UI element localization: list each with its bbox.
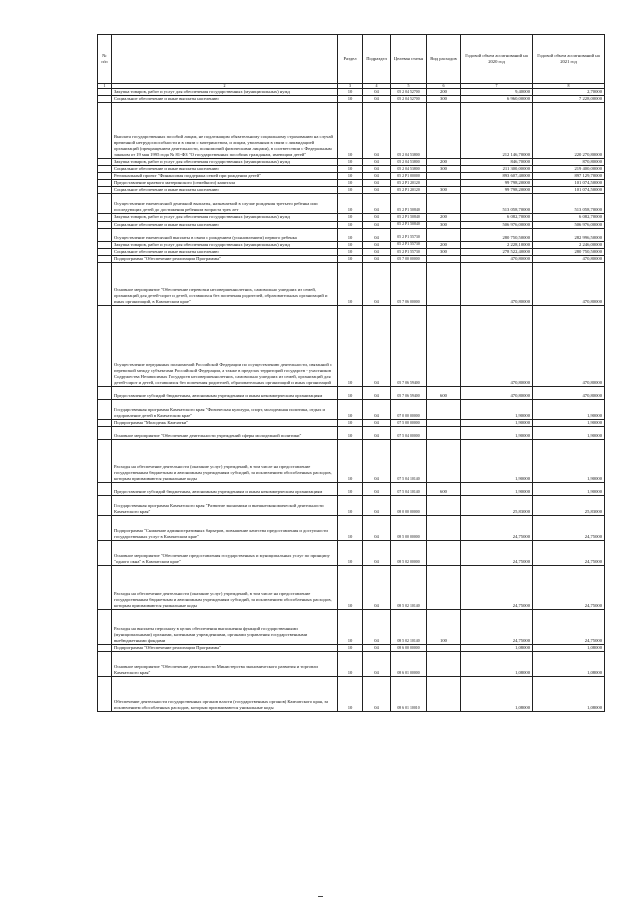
row-2020-cell: 470,80000	[461, 255, 533, 262]
row-subsection-cell: 04	[363, 644, 391, 651]
row-target-cell: 05 2 P1 00000	[391, 173, 427, 180]
row-type-cell	[427, 262, 461, 305]
row-subsection-cell: 04	[363, 439, 391, 482]
row-name-cell: Обеспечение деятельности государственных органов власти (государственных органов) Камчатского края, за исключением обособленных расходов, которым присваиваются уникальные коды	[112, 676, 338, 711]
row-type-cell	[427, 255, 461, 262]
row-num-cell	[98, 248, 112, 255]
row-name-cell: Подпрограмма "Молодежь Камчатки"	[112, 419, 338, 426]
row-name-cell: Основное мероприятие "Обеспечение перевозки несовершеннолетних, самовольно ушедших из семей, организаций для детей-сирот и детей, оставшихся без попечения родителей, образовательных организаций и иных организаций, в Камчатском крае"	[112, 262, 338, 305]
row-section-cell: 10	[338, 426, 363, 439]
row-type-cell: 200	[427, 159, 461, 166]
row-type-cell: 100	[427, 609, 461, 644]
row-num-cell	[98, 173, 112, 180]
row-num-cell	[98, 305, 112, 386]
row-name-cell: Расходы на обеспечение деятельности (оказание услуг) учреждений, в том числе на предоставление государственным бюджетным и автономным учреждениям субсидий, за исключением обособленных расходов, которым присваиваются уникальные коды	[112, 565, 338, 609]
row-2020-cell: 846,70000	[461, 159, 533, 166]
row-2020-cell: 24,75000	[461, 565, 533, 609]
row-type-cell: 200	[427, 241, 461, 248]
row-subsection-cell: 04	[363, 159, 391, 166]
row-2021-cell: 24,75000	[533, 515, 605, 540]
row-target-cell: 08 6 01 00000	[391, 651, 427, 676]
row-2020-cell: 6 082,70000	[461, 214, 533, 221]
row-num-cell	[98, 482, 112, 495]
row-target-cell: 05 7 06 59400	[391, 305, 427, 386]
row-subsection-cell: 04	[363, 495, 391, 515]
row-type-cell	[427, 399, 461, 419]
row-2020-cell: 24,75000	[461, 609, 533, 644]
row-section-cell: 10	[338, 609, 363, 644]
table-row	[98, 305, 605, 386]
row-num-cell	[98, 609, 112, 644]
header-2021: Годовой объем ассигнований на 2021 год	[533, 35, 605, 84]
row-2021-cell: 1,90000	[533, 426, 605, 439]
header-type: Вид расходов	[427, 35, 461, 84]
row-section-cell: 10	[338, 173, 363, 180]
row-section-cell: 10	[338, 187, 363, 194]
row-2020-cell: 1,90000	[461, 439, 533, 482]
row-num-cell	[98, 255, 112, 262]
row-num-cell	[98, 228, 112, 241]
row-2021-cell: 1,90000	[533, 482, 605, 495]
row-subsection-cell: 04	[363, 482, 391, 495]
row-name-cell: Предоставление краевого материнского (семейного) капитала	[112, 180, 338, 187]
row-2021-cell: 470,80000	[533, 305, 605, 386]
row-type-cell	[427, 194, 461, 214]
row-section-cell: 10	[338, 159, 363, 166]
row-subsection-cell: 04	[363, 609, 391, 644]
row-type-cell	[427, 540, 461, 565]
row-target-cell: 05 2 P1 50840	[391, 194, 427, 214]
row-type-cell: 300	[427, 248, 461, 255]
row-type-cell: 600	[427, 386, 461, 399]
row-name-cell: Выплата государственных пособий лицам, не подлежащим обязательному социальному страхованию на случай временной нетрудоспособности и в связи с материнством, и лицам, уволенным в связи с ликвидацией организаций (прекращением деятельности, полномочий физическими лицами), в соответствии с Федеральным законом от 19 мая 1995 года № 81-ФЗ "О государственных пособиях гражданам, имеющим детей"	[112, 103, 338, 159]
row-2020-cell: 99 798,20000	[461, 187, 533, 194]
table-row	[98, 644, 605, 651]
row-type-cell: 300	[427, 166, 461, 173]
row-2021-cell: 1,90000	[533, 399, 605, 419]
row-2020-cell: 99 798,20000	[461, 180, 533, 187]
row-2020-cell: 280 750,50000	[461, 228, 533, 241]
row-target-cell: 08 0 00 00000	[391, 495, 427, 515]
table-row	[98, 96, 605, 103]
row-name-cell: Подпрограмма "Обеспечение реализации Программы"	[112, 255, 338, 262]
row-section-cell: 10	[338, 255, 363, 262]
table-row	[98, 187, 605, 194]
row-subsection-cell: 04	[363, 221, 391, 228]
row-type-cell	[427, 305, 461, 386]
table-row	[98, 386, 605, 399]
table-row	[98, 228, 605, 241]
row-2021-cell: 513 058,70000	[533, 194, 605, 214]
table-row	[98, 180, 605, 187]
colnum-1: 1	[98, 84, 112, 89]
row-2020-cell: 513 058,70000	[461, 194, 533, 214]
table-row	[98, 439, 605, 482]
row-2021-cell: 1,08000	[533, 644, 605, 651]
row-section-cell: 10	[338, 515, 363, 540]
row-2021-cell: 7 228,00000	[533, 96, 605, 103]
row-2021-cell: 897 129,70000	[533, 173, 605, 180]
row-target-cell: 05 2 P1 55730	[391, 248, 427, 255]
row-num-cell	[98, 676, 112, 711]
row-type-cell: 300	[427, 187, 461, 194]
row-2021-cell: 24,75000	[533, 609, 605, 644]
row-name-cell: Закупка товаров, работ и услуг для обеспечения государственных (муниципальных) нужд	[112, 214, 338, 221]
row-section-cell: 10	[338, 180, 363, 187]
table-row	[98, 515, 605, 540]
row-name-cell: Осуществление переданных полномочий Российской Федерации по осуществлению деятельности, связанной с перевозкой между субъектами Российской Федерации, а также в пределах территорий государств - участников Содружества Независимых Государств несовершеннолетних, самовольно ушедших из семей, организаций для детей-сирот и детей, оставшихся без попечения родителей, образовательных организаций и иных организаций	[112, 305, 338, 386]
row-target-cell: 05 7 06 59400	[391, 386, 427, 399]
row-section-cell: 10	[338, 103, 363, 159]
row-subsection-cell: 04	[363, 214, 391, 221]
row-name-cell: Закупка товаров, работ и услуг для обеспечения государственных (муниципальных) нужд	[112, 159, 338, 166]
row-name-cell: Осуществление ежемесячной денежной выплаты, назначаемой в случае рождения третьего ребенка или последующих детей до достижения ребенком возраста трех лет	[112, 194, 338, 214]
row-2021-cell: 101 074,50000	[533, 187, 605, 194]
row-2020-cell: 1,08000	[461, 676, 533, 711]
row-subsection-cell: 04	[363, 305, 391, 386]
row-target-cell: 05 2 P1 20120	[391, 187, 427, 194]
row-num-cell	[98, 651, 112, 676]
row-subsection-cell: 04	[363, 173, 391, 180]
row-target-cell: 05 7 06 00000	[391, 262, 427, 305]
header-target: Целевая статья	[391, 35, 427, 84]
row-2020-cell: 212 146,70000	[461, 103, 533, 159]
budget-table	[97, 34, 605, 712]
row-section-cell: 10	[338, 565, 363, 609]
row-num-cell	[98, 159, 112, 166]
row-subsection-cell: 04	[363, 419, 391, 426]
colnum-8: 8	[533, 84, 605, 89]
row-section-cell: 10	[338, 419, 363, 426]
table-row	[98, 482, 605, 495]
row-name-cell: Подпрограмма "Снижение административных барьеров, повышение качества предоставления и доступности государственных услуг в Камчатском крае"	[112, 515, 338, 540]
row-2020-cell: 1,90000	[461, 426, 533, 439]
row-name-cell: Государственная программа Камчатского края "Развитие экономики и внешнеэкономической деятельности Камчатского края"	[112, 495, 338, 515]
row-2021-cell: 280 750,50000	[533, 248, 605, 255]
row-num-cell	[98, 89, 112, 96]
row-target-cell: 08 6 01 10010	[391, 676, 427, 711]
row-subsection-cell: 04	[363, 255, 391, 262]
row-2021-cell: 1,08000	[533, 676, 605, 711]
header-name	[112, 35, 338, 84]
row-section-cell: 10	[338, 214, 363, 221]
row-2021-cell: 2 246,00000	[533, 241, 605, 248]
row-2020-cell: 1,90000	[461, 482, 533, 495]
row-section-cell: 10	[338, 495, 363, 515]
row-num-cell	[98, 103, 112, 159]
row-name-cell: Осуществление ежемесячной выплаты в связи с рождением (усыновлением) первого ребенка	[112, 228, 338, 241]
row-2021-cell: 2,70000	[533, 89, 605, 96]
row-target-cell: 05 2 P1 55730	[391, 228, 427, 241]
row-2021-cell: 1,08000	[533, 651, 605, 676]
row-section-cell: 10	[338, 676, 363, 711]
row-target-cell: 07 0 00 00000	[391, 399, 427, 419]
row-2020-cell: 24,75000	[461, 540, 533, 565]
row-num-cell	[98, 515, 112, 540]
row-subsection-cell: 04	[363, 386, 391, 399]
row-type-cell	[427, 426, 461, 439]
row-subsection-cell: 04	[363, 540, 391, 565]
table-row	[98, 426, 605, 439]
row-target-cell: 05 2 P1 55730	[391, 241, 427, 248]
colnum-2: 2	[112, 84, 338, 89]
row-section-cell: 10	[338, 228, 363, 241]
header-num: № п/п	[98, 35, 112, 84]
row-2021-cell: 870,80000	[533, 159, 605, 166]
row-num-cell	[98, 644, 112, 651]
row-2020-cell: 470,80000	[461, 386, 533, 399]
row-target-cell: 08 5 02 10140	[391, 565, 427, 609]
row-2021-cell: 24,75000	[533, 540, 605, 565]
row-section-cell: 10	[338, 540, 363, 565]
row-name-cell: Расходы на выплаты персоналу в целях обеспечения выполнения функций государственными (муниципальными) органами, казенными учреждениями, органами управления государственными внебюджетными фондами	[112, 609, 338, 644]
table-row	[98, 166, 605, 173]
row-section-cell: 10	[338, 221, 363, 228]
row-2020-cell: 9,40000	[461, 89, 533, 96]
header-subsection: Подраздел	[363, 35, 391, 84]
row-section-cell: 10	[338, 651, 363, 676]
row-num-cell	[98, 540, 112, 565]
row-2021-cell: 219 400,00000	[533, 166, 605, 173]
row-target-cell: 05 2 P1 20120	[391, 180, 427, 187]
table-row	[98, 89, 605, 96]
row-num-cell	[98, 426, 112, 439]
row-2021-cell: 6 082,70000	[533, 214, 605, 221]
row-num-cell	[98, 262, 112, 305]
row-2021-cell: 282 996,50000	[533, 228, 605, 241]
row-type-cell	[427, 103, 461, 159]
row-name-cell: Основное мероприятие "Обеспечение предоставления государственных и муниципальных услуг по принципу "одного окна" в Камчатском крае"	[112, 540, 338, 565]
row-section-cell: 10	[338, 166, 363, 173]
header-section: Раздел	[338, 35, 363, 84]
row-type-cell	[427, 676, 461, 711]
row-num-cell	[98, 194, 112, 214]
row-type-cell: 300	[427, 96, 461, 103]
table-row	[98, 540, 605, 565]
row-num-cell	[98, 187, 112, 194]
row-type-cell: 600	[427, 482, 461, 495]
row-2020-cell: 211 300,00000	[461, 166, 533, 173]
table-row	[98, 399, 605, 419]
colnum-4: 4	[363, 84, 391, 89]
row-2021-cell: 1,90000	[533, 439, 605, 482]
row-type-cell	[427, 419, 461, 426]
row-section-cell: 10	[338, 248, 363, 255]
table-row	[98, 159, 605, 166]
row-type-cell: 300	[427, 221, 461, 228]
row-target-cell: 05 2 P1 50840	[391, 214, 427, 221]
row-name-cell: Социальное обеспечение и иные выплаты населению	[112, 187, 338, 194]
row-subsection-cell: 04	[363, 96, 391, 103]
row-num-cell	[98, 166, 112, 173]
row-2021-cell: 101 074,50000	[533, 180, 605, 187]
row-name-cell: Государственная программа Камчатского края "Физическая культура, спорт, молодежная политика, отдых и оздоровление детей в Камчатском крае"	[112, 399, 338, 419]
row-num-cell	[98, 399, 112, 419]
row-type-cell	[427, 565, 461, 609]
table-row	[98, 676, 605, 711]
row-num-cell	[98, 565, 112, 609]
row-2020-cell: 2 228,10000	[461, 241, 533, 248]
row-subsection-cell: 04	[363, 180, 391, 187]
row-target-cell: 05 2 04 52700	[391, 96, 427, 103]
table-row	[98, 214, 605, 221]
row-subsection-cell: 04	[363, 262, 391, 305]
row-2020-cell: 25,83000	[461, 495, 533, 515]
row-section-cell: 10	[338, 262, 363, 305]
table-row	[98, 262, 605, 305]
row-target-cell: 05 2 04 52700	[391, 89, 427, 96]
row-subsection-cell: 04	[363, 248, 391, 255]
row-section-cell: 10	[338, 96, 363, 103]
row-section-cell: 10	[338, 399, 363, 419]
row-type-cell	[427, 228, 461, 241]
row-2020-cell: 893 607,40000	[461, 173, 533, 180]
row-num-cell	[98, 419, 112, 426]
row-section-cell: 10	[338, 305, 363, 386]
row-subsection-cell: 04	[363, 228, 391, 241]
row-target-cell: 07 5 04 00000	[391, 426, 427, 439]
row-subsection-cell: 04	[363, 187, 391, 194]
header-2020: Годовой объем ассигнований на 2020 год	[461, 35, 533, 84]
row-target-cell: 05 2 P1 50840	[391, 221, 427, 228]
row-2021-cell: 25,83000	[533, 495, 605, 515]
row-name-cell: Социальное обеспечение и иные выплаты населению	[112, 96, 338, 103]
row-name-cell: Предоставление субсидий бюджетным, автономным учреждениям и иным некоммерческим организациям	[112, 482, 338, 495]
row-subsection-cell: 04	[363, 103, 391, 159]
table-row	[98, 495, 605, 515]
row-2021-cell: 220 270,80000	[533, 103, 605, 159]
table-row	[98, 103, 605, 159]
table-row	[98, 241, 605, 248]
row-section-cell: 10	[338, 89, 363, 96]
row-2021-cell: 470,80000	[533, 262, 605, 305]
table-row	[98, 651, 605, 676]
row-2020-cell: 1,08000	[461, 651, 533, 676]
row-2020-cell: 24,75000	[461, 515, 533, 540]
table-row	[98, 419, 605, 426]
table-row	[98, 609, 605, 644]
row-2020-cell: 1,08000	[461, 644, 533, 651]
row-subsection-cell: 04	[363, 515, 391, 540]
row-name-cell: Социальное обеспечение и иные выплаты населению	[112, 221, 338, 228]
row-target-cell: 08 5 02 00000	[391, 540, 427, 565]
row-2020-cell: 470,80000	[461, 305, 533, 386]
row-target-cell: 05 7 00 00000	[391, 255, 427, 262]
row-subsection-cell: 04	[363, 166, 391, 173]
row-target-cell: 07 5 00 00000	[391, 419, 427, 426]
page-footer-mark	[318, 896, 323, 897]
row-subsection-cell: 04	[363, 426, 391, 439]
row-section-cell: 10	[338, 194, 363, 214]
row-num-cell	[98, 495, 112, 515]
colnum-6: 6	[427, 84, 461, 89]
row-2020-cell: 278 522,40000	[461, 248, 533, 255]
row-subsection-cell: 04	[363, 399, 391, 419]
row-2020-cell: 1,90000	[461, 399, 533, 419]
row-num-cell	[98, 180, 112, 187]
row-subsection-cell: 04	[363, 194, 391, 214]
row-type-cell	[427, 644, 461, 651]
row-target-cell: 08 6 00 00000	[391, 644, 427, 651]
row-num-cell	[98, 96, 112, 103]
row-subsection-cell: 04	[363, 676, 391, 711]
row-target-cell: 05 2 04 53800	[391, 166, 427, 173]
row-subsection-cell: 04	[363, 89, 391, 96]
row-name-cell: Закупка товаров, работ и услуг для обеспечения государственных (муниципальных) нужд	[112, 89, 338, 96]
colnum-7: 7	[461, 84, 533, 89]
row-name-cell: Социальное обеспечение и иные выплаты населению	[112, 166, 338, 173]
row-2021-cell: 470,80000	[533, 255, 605, 262]
row-2021-cell: 24,75000	[533, 565, 605, 609]
row-type-cell	[427, 180, 461, 187]
row-name-cell: Расходы на обеспечение деятельности (оказание услуг) учреждений, в том числе на предоставление государственным бюджетным и автономным учреждениям субсидий, за исключением обособленных расходов, которым присваиваются уникальные коды	[112, 439, 338, 482]
row-num-cell	[98, 221, 112, 228]
row-name-cell: Региональный проект "Финансовая поддержка семей при рождении детей"	[112, 173, 338, 180]
row-section-cell: 10	[338, 241, 363, 248]
table-row	[98, 255, 605, 262]
row-section-cell: 10	[338, 439, 363, 482]
row-section-cell: 10	[338, 482, 363, 495]
row-num-cell	[98, 386, 112, 399]
row-type-cell	[427, 439, 461, 482]
row-subsection-cell: 04	[363, 241, 391, 248]
row-type-cell	[427, 651, 461, 676]
row-name-cell: Основное мероприятие "Обеспечение деятельности Министерства экономического развития и торговли Камчатского края"	[112, 651, 338, 676]
header-row	[98, 35, 605, 84]
row-target-cell: 05 2 04 53800	[391, 159, 427, 166]
row-section-cell: 10	[338, 386, 363, 399]
table-row	[98, 221, 605, 228]
row-target-cell: 08 5 00 00000	[391, 515, 427, 540]
row-2021-cell: 506 976,00000	[533, 221, 605, 228]
row-target-cell: 08 5 02 10140	[391, 609, 427, 644]
colnum-5: 5	[391, 84, 427, 89]
row-type-cell: 200	[427, 214, 461, 221]
row-subsection-cell: 04	[363, 651, 391, 676]
row-type-cell	[427, 173, 461, 180]
row-name-cell: Подпрограмма "Обеспечение реализации Программы"	[112, 644, 338, 651]
table-row	[98, 194, 605, 214]
row-name-cell: Предоставление субсидий бюджетным, автономным учреждениям и иным некоммерческим организациям	[112, 386, 338, 399]
row-name-cell: Социальное обеспечение и иные выплаты населению	[112, 248, 338, 255]
row-section-cell: 10	[338, 644, 363, 651]
colnum-3: 3	[338, 84, 363, 89]
row-target-cell: 05 2 04 53800	[391, 103, 427, 159]
row-2020-cell: 1,90000	[461, 419, 533, 426]
row-subsection-cell: 04	[363, 565, 391, 609]
row-2021-cell: 470,80000	[533, 386, 605, 399]
table-row	[98, 565, 605, 609]
row-name-cell: Закупка товаров, работ и услуг для обеспечения государственных (муниципальных) нужд	[112, 241, 338, 248]
row-2020-cell: 506 976,00000	[461, 221, 533, 228]
row-num-cell	[98, 241, 112, 248]
table-row	[98, 248, 605, 255]
table-row	[98, 173, 605, 180]
row-num-cell	[98, 439, 112, 482]
row-num-cell	[98, 214, 112, 221]
row-name-cell: Основное мероприятие "Обеспечение деятельности учреждений сферы молодежной политики"	[112, 426, 338, 439]
row-type-cell	[427, 495, 461, 515]
row-target-cell: 07 5 04 10140	[391, 439, 427, 482]
row-target-cell: 07 5 04 10140	[391, 482, 427, 495]
row-2020-cell: 6 960,00000	[461, 96, 533, 103]
row-type-cell	[427, 515, 461, 540]
row-type-cell: 200	[427, 89, 461, 96]
row-2021-cell: 1,90000	[533, 419, 605, 426]
row-2020-cell: 470,80000	[461, 262, 533, 305]
